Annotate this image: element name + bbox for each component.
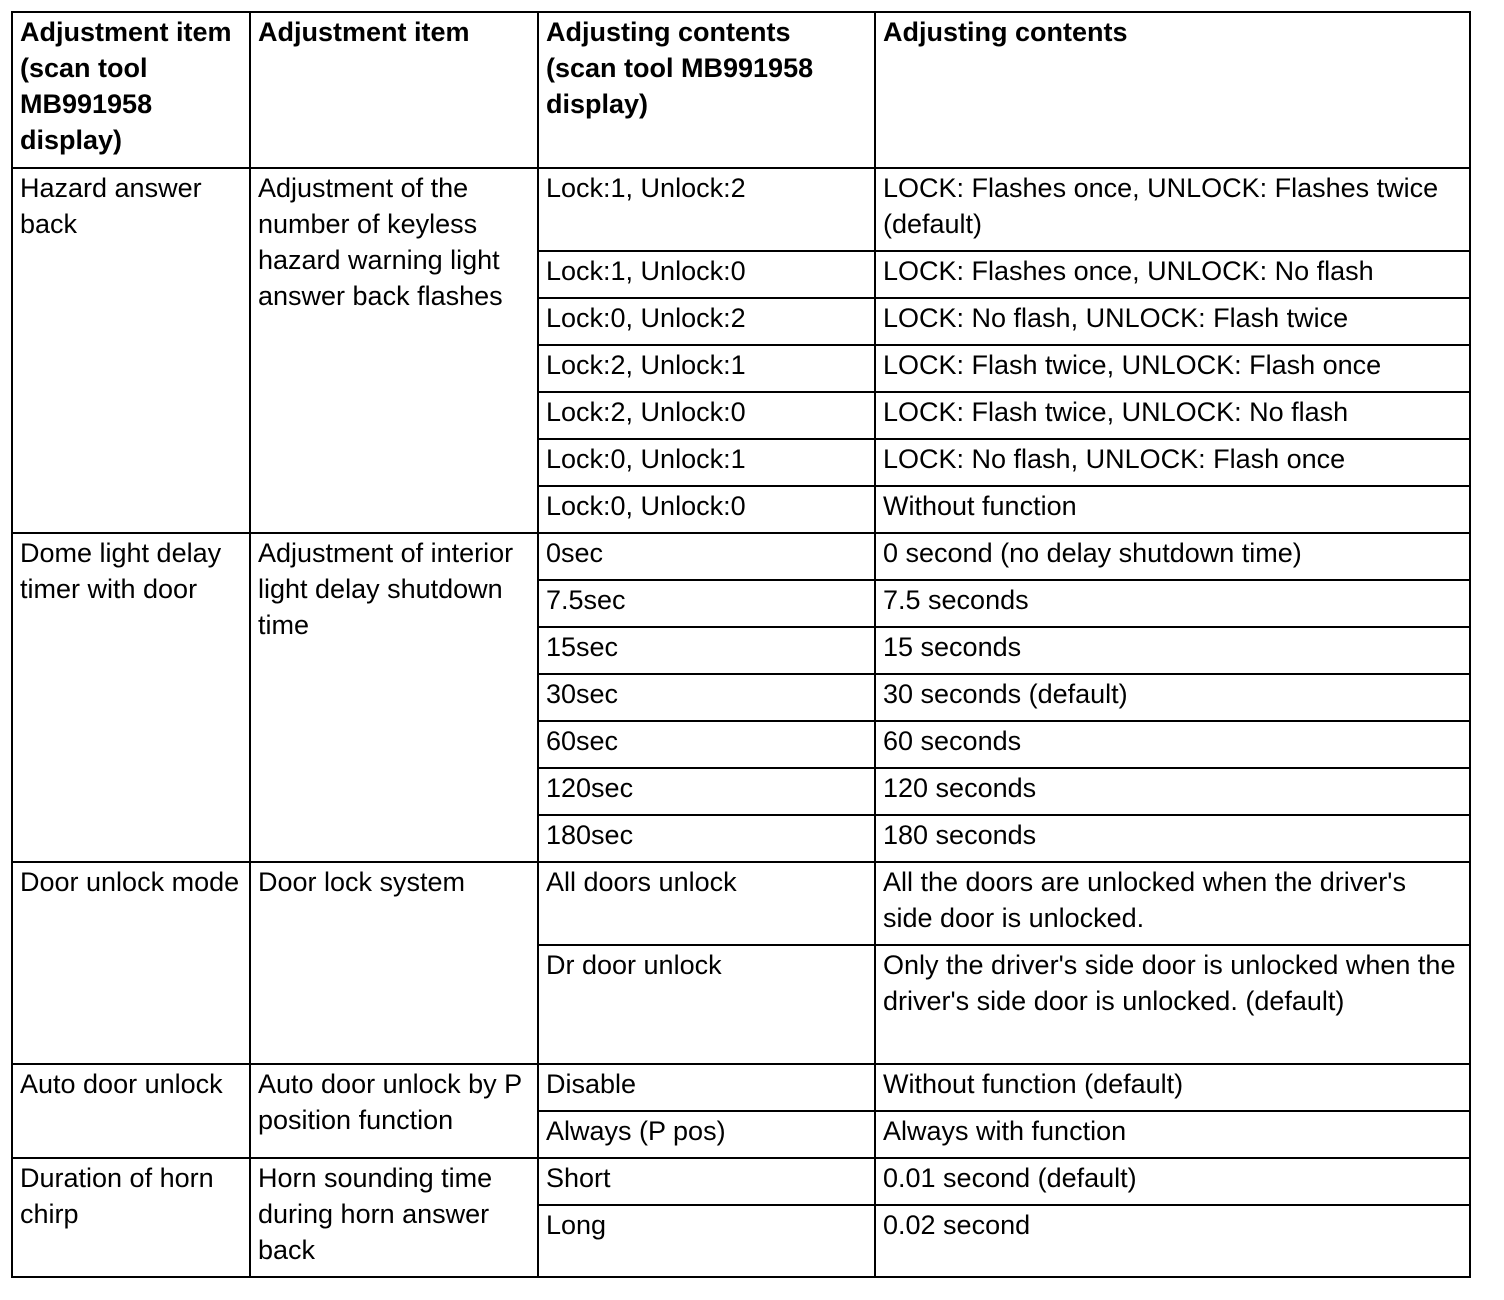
option-display: 120sec (538, 768, 875, 815)
option-content: 0 second (no delay shutdown time) (875, 533, 1470, 580)
option-content: 15 seconds (875, 627, 1470, 674)
header-row (12, 12, 1470, 168)
table-row (12, 862, 1470, 945)
option-content: 180 seconds (875, 815, 1470, 862)
option-content: LOCK: No flash, UNLOCK: Flash once (875, 439, 1470, 486)
adjustment-table (11, 11, 1471, 1278)
table-row (12, 533, 1470, 580)
group-display-item: Auto door unlock (12, 1064, 250, 1158)
option-content: 30 seconds (default) (875, 674, 1470, 721)
option-content: Without function (default) (875, 1064, 1470, 1111)
option-content: Only the driver's side door is unlocked when the driver's side door is unlocked. (default) (875, 945, 1470, 1064)
group-adjustment-item: Adjustment of interior light delay shutdown time (250, 533, 538, 862)
option-display: 7.5sec (538, 580, 875, 627)
option-display: 0sec (538, 533, 875, 580)
table-row (12, 1158, 1470, 1205)
option-content: Without function (875, 486, 1470, 533)
option-content: 0.02 second (875, 1205, 1470, 1277)
group-adjustment-item: Horn sounding time during horn answer back (250, 1158, 538, 1277)
option-content: LOCK: Flash twice, UNLOCK: Flash once (875, 345, 1470, 392)
header-display-item: Adjustment item (scan tool MB991958 display) (12, 12, 250, 168)
option-display: Short (538, 1158, 875, 1205)
header-adjusting-contents: Adjusting contents (875, 12, 1470, 168)
option-display: 30sec (538, 674, 875, 721)
option-content: LOCK: Flashes once, UNLOCK: No flash (875, 251, 1470, 298)
option-display: Lock:0, Unlock:2 (538, 298, 875, 345)
option-display: Lock:0, Unlock:1 (538, 439, 875, 486)
option-display: 15sec (538, 627, 875, 674)
option-display: Lock:1, Unlock:0 (538, 251, 875, 298)
group-display-item: Hazard answer back (12, 168, 250, 533)
option-display: Dr door unlock (538, 945, 875, 1064)
option-display: Lock:1, Unlock:2 (538, 168, 875, 251)
option-content: LOCK: Flash twice, UNLOCK: No flash (875, 392, 1470, 439)
option-display: Lock:2, Unlock:1 (538, 345, 875, 392)
group-display-item: Duration of horn chirp (12, 1158, 250, 1277)
option-display: Lock:2, Unlock:0 (538, 392, 875, 439)
option-display: Disable (538, 1064, 875, 1111)
group-adjustment-item: Door lock system (250, 862, 538, 1064)
option-content: Always with function (875, 1111, 1470, 1158)
group-adjustment-item: Adjustment of the number of keyless hazard warning light answer back flashes (250, 168, 538, 533)
option-display: Lock:0, Unlock:0 (538, 486, 875, 533)
option-content: LOCK: Flashes once, UNLOCK: Flashes twice (default) (875, 168, 1470, 251)
option-display: 60sec (538, 721, 875, 768)
group-adjustment-item: Auto door unlock by P position function (250, 1064, 538, 1158)
option-content: 120 seconds (875, 768, 1470, 815)
table-row (12, 168, 1470, 251)
group-display-item: Door unlock mode (12, 862, 250, 1064)
header-adjustment-item: Adjustment item (250, 12, 538, 168)
option-display: All doors unlock (538, 862, 875, 945)
option-display: Always (P pos) (538, 1111, 875, 1158)
option-display: Long (538, 1205, 875, 1277)
header-display-contents: Adjusting contents (scan tool MB991958 display) (538, 12, 875, 168)
option-content: 60 seconds (875, 721, 1470, 768)
option-content: 7.5 seconds (875, 580, 1470, 627)
option-content: 0.01 second (default) (875, 1158, 1470, 1205)
table-row (12, 1064, 1470, 1111)
option-display: 180sec (538, 815, 875, 862)
option-content: LOCK: No flash, UNLOCK: Flash twice (875, 298, 1470, 345)
option-content: All the doors are unlocked when the driver's side door is unlocked. (875, 862, 1470, 945)
group-display-item: Dome light delay timer with door (12, 533, 250, 862)
